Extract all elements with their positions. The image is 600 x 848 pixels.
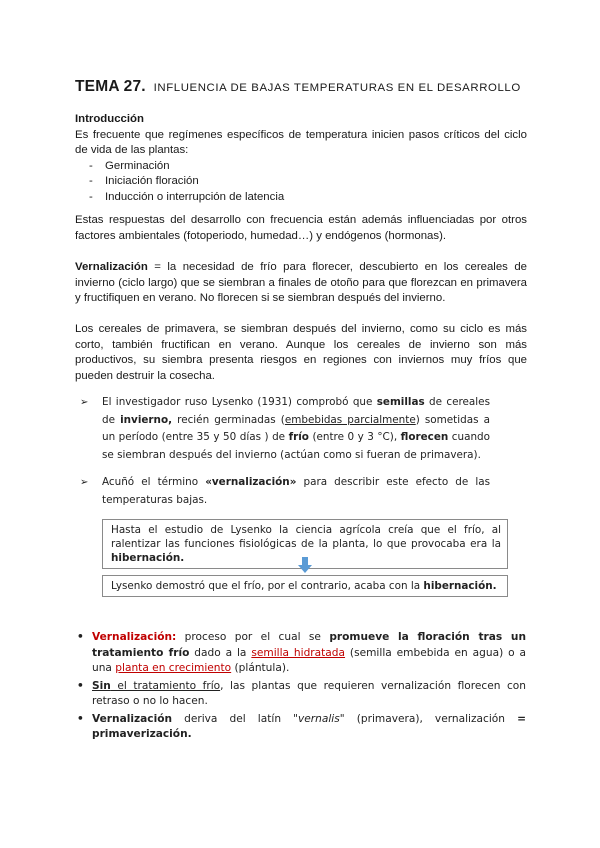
title-number: TEMA 27. <box>75 78 146 95</box>
title-text: INFLUENCIA DE BAJAS TEMPERATURAS EN EL DESARROLLO <box>153 82 521 94</box>
list-item: • Vernalización deriva del latín "vernalis" (primavera), vernalización = primaverización. <box>76 712 526 743</box>
arrow-item-lysenko: ➢ El investigador ruso Lysenko (1931) comprobó que semillas de cereales de invierno, recién germinadas (embebidas parcialmente) sometidas a un período (entre 35 y 50 días ) de frío (entre 0 y 3 °C), florecen cuando se siembran después del invierno (actúan como si fueran de primavera). <box>80 396 491 461</box>
lysenko-box-after: Lysenko demostró que el frío, por el contrario, acaba con la hibernación. <box>102 575 508 597</box>
list-item: - Inducción o interrupción de latencia <box>75 190 527 206</box>
intro-list <box>75 159 527 206</box>
influences-paragraph: Estas respuestas del desarrollo con frecuencia están además influenciadas por otros factores ambientales (fotoperiodo, humedad…) y endógenos (hormonas). <box>75 214 527 242</box>
arrow-bullet-icon: ➢ <box>80 397 89 408</box>
down-arrow-icon <box>298 557 312 573</box>
vernalization-definition <box>75 260 527 307</box>
lysenko-box-before: Hasta el estudio de Lysenko la ciencia agrícola creía que el frío, al ralentizar las funciones fisiológicas de la planta, lo que provocaba era la hibernación. <box>102 519 508 569</box>
vernalization-term: Vernalización <box>75 261 148 273</box>
list-item: • Sin el tratamiento frío, las plantas que requieren vernalización florecen con retraso o no lo hacen. <box>76 679 526 710</box>
arrow-item-term: ➢ Acuñó el término «vernalización» para describir este efecto de las temperaturas bajas. <box>80 476 490 506</box>
list-item: • Vernalización: proceso por el cual se promueve la floración tras un tratamiento frío dado a la semilla hidratada (semilla embebida en agua) o a una planta en crecimiento (plántula). <box>76 630 526 677</box>
page-title <box>75 78 545 96</box>
cereals-paragraph: Los cereales de primavera, se siembran después del invierno, como su ciclo es más corto, también fructifican en verano. Aunque los cereales de invierno son más productivos, su siembra presenta riesgos en regiones con inviernos muy fríos que pueden destruir la cosecha. <box>75 323 527 382</box>
intro-paragraph: Es frecuente que regímenes específicos de temperatura inicien pasos críticos del ciclo de vida de las plantas: <box>75 128 527 156</box>
vernalization-text: = la necesidad de frío para florecer, descubierto en los cereales de invierno (ciclo largo) que se siembran a finales de otoño para que florezcan en primavera y fructifiquen en verano. No florecen si se siembran después del invierno. <box>75 261 527 304</box>
summary-bullets <box>76 630 526 745</box>
list-item: - Germinación <box>75 159 527 175</box>
intro-heading: Introducción <box>75 113 144 125</box>
arrow-bullet-icon: ➢ <box>80 477 89 488</box>
intro-section <box>75 112 527 205</box>
list-item: - Iniciación floración <box>75 174 527 190</box>
